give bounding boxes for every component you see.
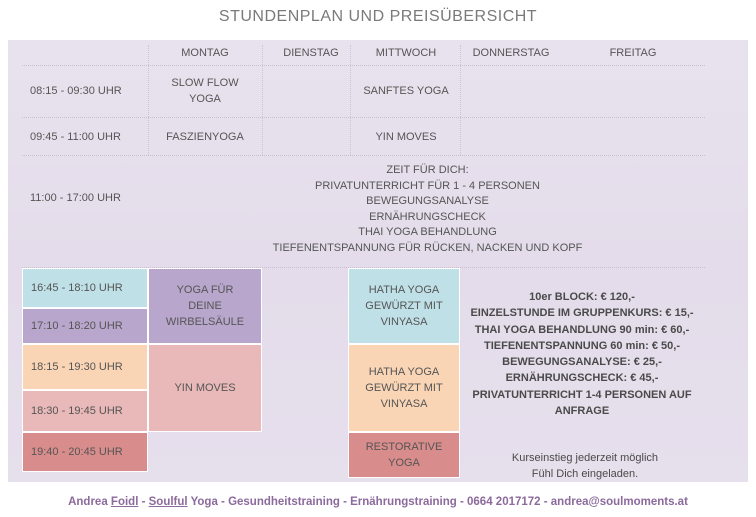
class-restorative-yoga: RESTORATIVE YOGA <box>348 432 460 478</box>
price-item: 10er BLOCK: € 120,- <box>529 291 635 303</box>
time-slot: 18:15 - 19:30 UHR <box>22 344 148 390</box>
page-title: STUNDENPLAN UND PREISÜBERSICHT <box>218 8 538 25</box>
grid-line <box>350 45 351 155</box>
time-slot: 11:00 - 17:00 UHR <box>30 192 121 204</box>
price-item: ANFRAGE <box>554 405 610 418</box>
price-list <box>462 289 702 419</box>
price-item: EINZELSTUNDE IM GRUPPENKURS: € 15,- <box>470 307 694 320</box>
grid-line <box>262 45 263 155</box>
footer-name-first: Andrea <box>68 496 111 508</box>
zeit-fuer-dich-block <box>150 163 705 256</box>
header-dienstag: DIENSTAG <box>283 47 339 59</box>
header-freitag: FREITAG <box>609 47 657 59</box>
price-item: THAI YOGA BEHANDLUNG 90 min: € 60,- <box>474 323 690 336</box>
time-slot: 08:15 - 09:30 UHR <box>30 85 122 97</box>
class-yin-moves: YIN MOVES <box>375 130 437 143</box>
grid-line <box>460 45 461 155</box>
zeit-line: ZEIT FÜR DICH: <box>386 164 469 176</box>
zeit-line: PRIVATUNTERRICHT FÜR 1 - 4 PERSONEN <box>315 179 540 192</box>
zeit-line: ERNÄHRUNGSCHECK <box>369 210 486 223</box>
class-faszienyoga: FASZIENYOGA <box>166 130 244 143</box>
class-sanftes-yoga: SANFTES YOGA <box>363 85 449 97</box>
footer-name-last: Foidl <box>110 496 139 508</box>
time-slot: 17:10 - 18:20 UHR <box>22 308 148 344</box>
time-slot: 09:45 - 11:00 UHR <box>30 130 121 143</box>
price-item: TIEFENENTSPANNUNG 60 min: € 50,- <box>484 339 680 352</box>
zeit-line: THAI YOGA BEHANDLUNG <box>358 226 497 238</box>
price-item: PRIVATUNTERRICHT 1-4 PERSONEN AUF <box>472 388 692 401</box>
class-hatha-yoga-2: HATHA YOGA GEWÜRZT MIT VINYASA <box>348 344 460 432</box>
time-slot: 19:40 - 20:45 UHR <box>22 432 148 472</box>
price-item: ERNÄHRUNGSCHECK: € 45,- <box>505 372 659 385</box>
time-slot: 18:30 - 19:45 UHR <box>22 390 148 432</box>
zeit-line: BEWEGUNGSANALYSE <box>366 195 489 207</box>
grid-line <box>148 45 149 155</box>
class-slow-flow-yoga: SLOW FLOW YOGA <box>171 77 239 105</box>
header-montag: MONTAG <box>181 47 229 59</box>
footer-sep: - <box>138 496 149 508</box>
time-slot: 16:45 - 18:10 UHR <box>22 268 148 308</box>
invitation-note <box>465 450 705 482</box>
footer-brand: Soulful <box>148 496 188 508</box>
header-donnerstag: DONNERSTAG <box>472 47 550 59</box>
note-line: Kurseinstieg jederzeit möglich <box>511 452 659 464</box>
class-hatha-yoga-1: HATHA YOGA GEWÜRZT MIT VINYASA <box>348 268 460 344</box>
footer-contact <box>0 496 756 508</box>
footer-rest: Yoga - Gesundheitstraining - Ernährungstraining - 0664 2017172 - andrea@soulmoments.at <box>187 496 688 508</box>
zeit-line: TIEFENENTSPANNUNG FÜR RÜCKEN, NACKEN UND KOPF <box>272 241 583 254</box>
price-item: BEWEGUNGSANALYSE: € 25,- <box>502 356 662 369</box>
class-yin-moves-evening: YIN MOVES <box>148 344 262 432</box>
header-mittwoch: MITTWOCH <box>375 47 437 59</box>
class-yoga-wirbelsaeule: YOGA FÜR DEINE WIRBELSÄULE <box>148 268 262 344</box>
note-line: Fühl Dich eingeladen. <box>531 468 639 480</box>
